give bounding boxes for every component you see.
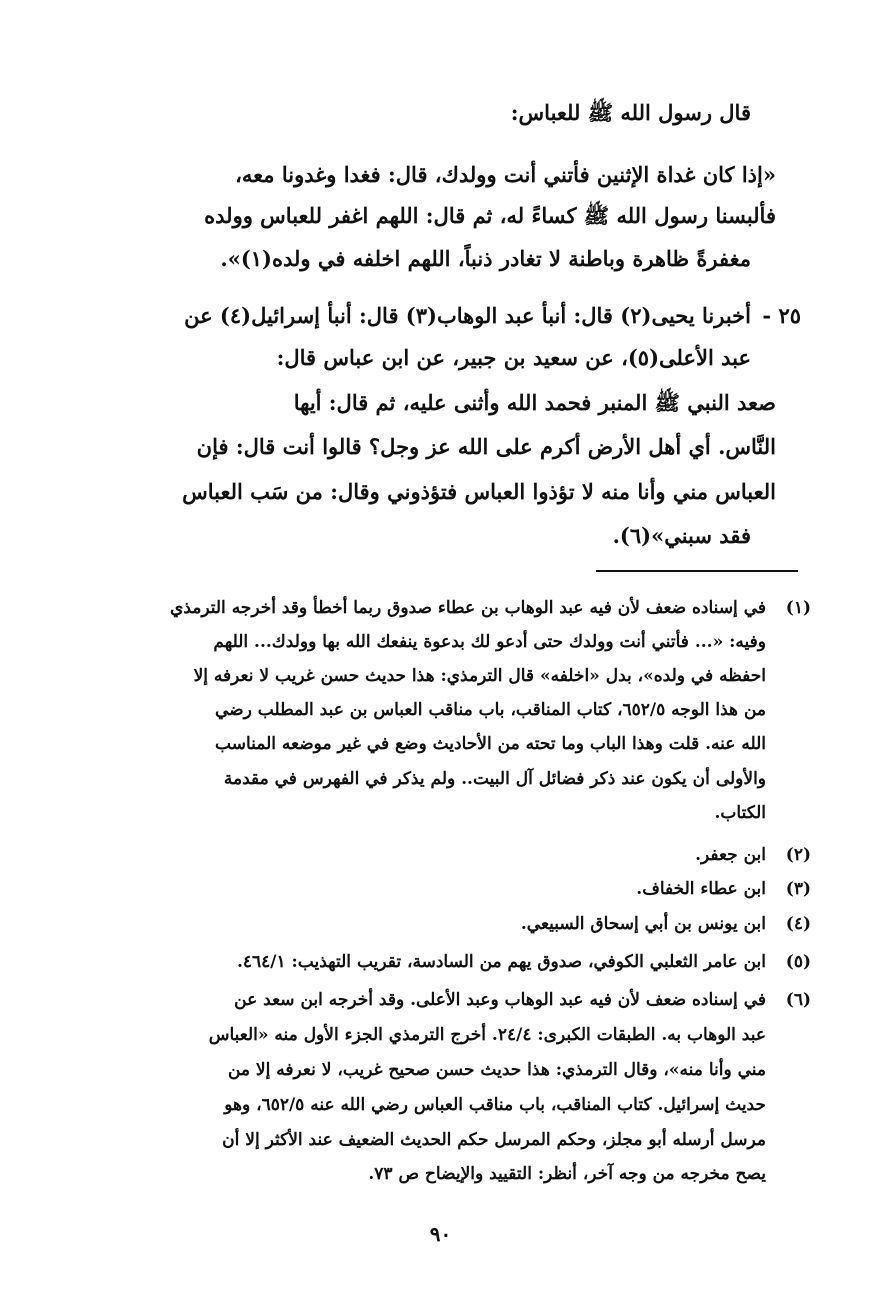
footnote-line-10: ابن يونس بن أبي إسحاق السبيعي. [520,914,766,934]
footnote-number-5: (٥) [785,952,811,972]
footnote-separator [596,570,798,572]
main-line-6: عبد الأعلى(٥)، عن سعيد بن جبير، عن ابن عباس قال: [276,345,751,370]
main-line-10: فقد سبني»(٦). [612,523,751,548]
main-line-2: «إذا كان غداة الإثنين فأتني أنت وولدك، قال: فغدا وغدونا معه، [235,162,776,187]
main-line-7: صعد النبي ﷺ المنبر فحمد الله وأثنى عليه، ثم قال: أيها [293,390,776,415]
main-line-9: العباس مني وأنا منه لا تؤذوا العباس فتؤذوني وقال: من سَب العباس [182,479,776,504]
main-line-3: فألبسنا رسول الله ﷺ كساءً له، ثم قال: اللهم اغفر للعباس وولده [204,203,776,228]
main-line-4: مغفرةً ظاهرة وباطنة لا تغادر ذنباً، اللهم اخلفه في ولده(١)». [220,246,751,271]
footnote-line-2: وفيه: «... فأتني أنت وولدك حتى أدعو لك بدعوة ينفعك الله بها وولدك... اللهم [213,632,766,652]
footnote-line-12: في إسناده ضعف لأن فيه عبد الوهاب وعبد الأعلى. وقد أخرجه ابن سعد عن [234,990,766,1010]
main-line-1: قال رسول الله ﷺ للعباس: [510,100,751,125]
footnote-number-2: (٢) [785,845,811,865]
footnote-line-15: حديث إسرائيل. كتاب المناقب، باب مناقب العباس رضي الله عنه ٦٥٢/٥، وهو [224,1095,766,1115]
footnote-line-13: عبد الوهاب به. الطبقات الكبرى: ٢٤/٤. أخرج الترمذي الجزء الأول منه «العباس [208,1025,766,1045]
footnote-line-8: ابن جعفر. [695,845,766,865]
footnote-line-16: مرسل أرسله أبو مجلز، وحكم المرسل حكم الحديث الضعيف عند الأكثر إلا أن [222,1130,766,1150]
footnote-line-5: الله عنه. قلت وهذا الباب وما تحته من الأحاديث وضع في غير موضعه المناسب [215,734,766,754]
footnote-line-4: من هذا الوجه ٦٥٢/٥، كتاب المناقب، باب مناقب العباس بن عبد المطلب رضي [215,700,766,720]
page-number: ٩٠ [429,1222,452,1246]
footnote-number-6: (٦) [785,990,811,1010]
footnote-number-3: (٣) [785,879,811,899]
main-line-8: النَّاس. أي أهل الأرض أكرم على الله عز وجل؟ قالوا أنت قال: فإن [196,434,776,459]
footnote-line-9: ابن عطاء الخفاف. [636,879,766,899]
footnote-line-14: مني وأنا منه»، وقال الترمذي: هذا حديث حسن صحيح غريب، لا نعرفه إلا من [227,1060,766,1080]
footnote-line-6: والأولى أن يكون عند ذكر فضائل آل البيت.. ولم يذكر في الفهرس في مقدمة [223,769,766,789]
footnote-line-7: الكتاب. [714,803,766,823]
main-line-5: أخبرنا يحيى(٢) قال: أنبأ عبد الوهاب(٣) قال: أنبأ إسرائيل(٤) عن [184,303,751,328]
footnote-line-11: ابن عامر الثعلبي الكوفي، صدوق يهم من السادسة، تقريب التهذيب: ٤٦٤/١. [236,952,766,972]
footnote-line-3: احفظه في ولده»، بدل «اخلفه» قال الترمذي: هذا حديث حسن غريب لا نعرفه إلا [193,666,766,686]
footnote-number-1: (١) [785,598,811,618]
hadith-number: ٢٥ - [762,303,801,328]
footnote-number-4: (٤) [785,914,811,934]
footnote-line-1: في إسناده ضعف لأن فيه عبد الوهاب بن عطاء صدوق ربما أخطأ وقد أخرجه الترمذي [170,598,766,618]
footnote-line-17: يصح مخرجه من وجه آخر، أنظر: التقييد والإيضاح ص ٧٣. [368,1164,766,1184]
